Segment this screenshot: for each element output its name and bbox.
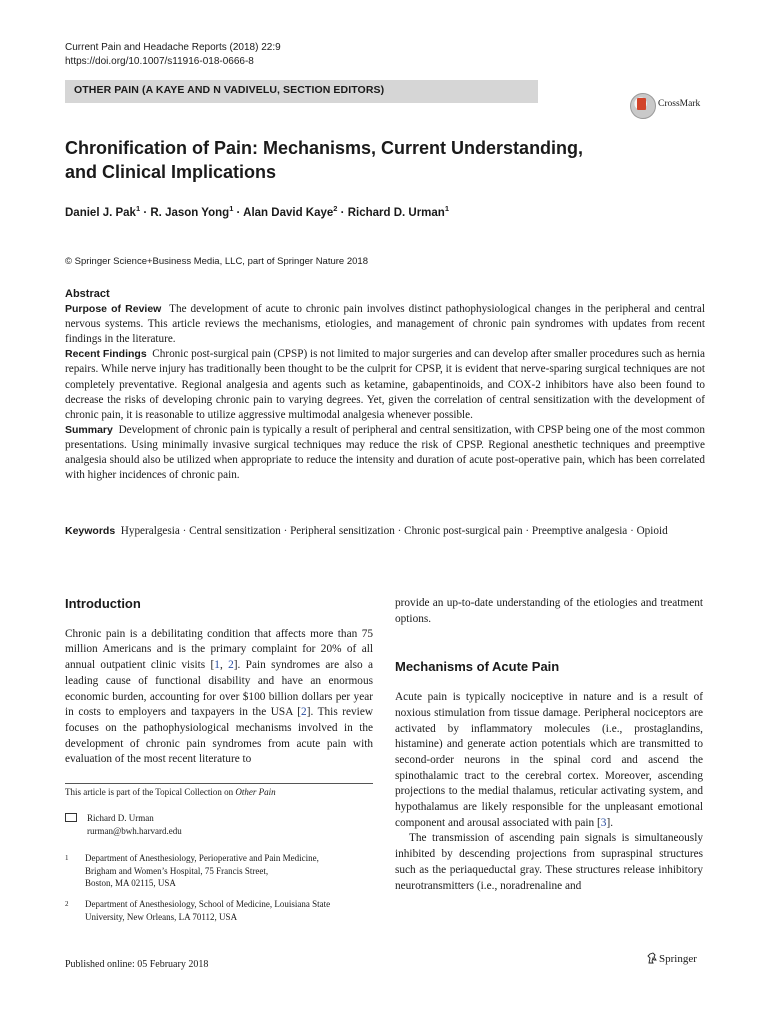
collection-name: Other Pain (235, 787, 276, 797)
title-line-2: and Clinical Implications (65, 162, 277, 182)
citation-link[interactable]: 2 (301, 706, 307, 719)
author-name[interactable]: Daniel J. Pak (65, 206, 136, 219)
author-affil-sup: 2 (333, 204, 338, 213)
affiliation-line: Department of Anesthesiology, School of Medicine, Louisiana State (85, 899, 331, 909)
contact-email[interactable]: rurman@bwh.harvard.edu (87, 825, 182, 836)
affiliation-line: Department of Anesthesiology, Perioperative and Pain Medicine, (85, 853, 319, 863)
section-label: OTHER PAIN (A KAYE AND N VADIVELU, SECTION EDITORS) (74, 84, 385, 96)
title-line-1: Chronification of Pain: Mechanisms, Current Understanding, (65, 138, 584, 158)
abstract-heading: Abstract (65, 288, 110, 300)
left-column (65, 596, 373, 768)
intro-text: Chronic pain is a debilitating condition that affects more than 75 million Americans and is the primary complaint for 20% of all annual outpatient clinic visits [ (65, 627, 373, 672)
findings-text: Chronic post-surgical pain (CPSP) is not limited to major surgeries and can develop after smaller procedures such as hernia repairs. While nerve injury has traditionally been thought to be the culprit for CPSP, it is evident that nerve-sparing surgical techniques are not completely preventative. Regional analgesia and agents such as ketamine, gabapentinoids, and COX-2 inhibitors have also been found to decrease the risks of developing chronic pain to varying degrees. Yet, given the correlation of central sensitization with the development of chronic pain, it is reasonable to utilize aggressive multimodal analgesia whenever possible. (65, 348, 705, 421)
springer-label: Springer (659, 953, 697, 965)
section-banner (65, 80, 538, 103)
affiliation-1 (65, 852, 375, 890)
contact-name: Richard D. Urman (87, 813, 154, 823)
crossmark-flag-icon (637, 98, 646, 110)
acute-pain-heading: Mechanisms of Acute Pain (395, 659, 560, 675)
findings-label: Recent Findings (65, 348, 147, 361)
affiliation-line: University, New Orleans, LA 70112, USA (85, 911, 238, 922)
author-list (65, 204, 449, 219)
copyright-notice: © Springer Science+Business Media, LLC, part of Springer Nature 2018 (65, 256, 368, 267)
introduction-heading: Introduction (65, 596, 141, 611)
intro-continuation: provide an up-to-date understanding of the etiologies and treatment options. (395, 597, 703, 625)
affiliation-line: Boston, MA 02115, USA (85, 878, 176, 888)
keywords-text: Hyperalgesia · Central sensitization · Peripheral sensitization · Chronic post-surgical pain · Preemptive analgesia · Opioid (120, 525, 668, 537)
summary-label: Summary (65, 423, 113, 436)
purpose-label: Purpose of Review (65, 303, 162, 316)
affiliation-number: 2 (65, 900, 69, 908)
summary-text: Development of chronic pain is typically a result of peripheral and central sensitization, with CPSP being one of the most common presentations. Using minimally invasive surgical techniques may reduce the risk of CPSP. Regional anesthetic techniques and preemptive analgesia should also be utilized when appropriate to reduce the intensity and duration of acute post-operative pain, which has been correlated with higher incidences of chronic pain. (65, 423, 705, 482)
acute-pain-text: ]. (606, 816, 614, 829)
acute-pain-text: Acute pain is typically nociceptive in nature and is a result of noxious stimulation from tissue damage. Peripheral nociceptors are activated by inflammatory molecules (i.e., prostaglandins, histamine) and generate action potentials which are transmitted to second-order neurons in the spinal cord and ascend the spinothalamic tract to the cerebral cortex. Moreover, ascending projections to the medial thalamus, reticular activating system, and hypothalamus are likely responsible for the unpleasant emotional component and arousal associated with pain [ (395, 691, 703, 829)
author-separator: · (233, 206, 244, 219)
collection-note (65, 783, 373, 797)
introduction-paragraph (65, 627, 373, 768)
intro-text: ]. Pain syndromes are also a leading cause of functional disability and have an enormous economic burden, accounting for over $100 billion dollars per year in costs to employers and taxpayers in the USA [ (65, 659, 373, 719)
doi-link[interactable]: https://doi.org/10.1007/s11916-018-0666-8 (65, 56, 254, 67)
citation-separator: , (219, 659, 229, 672)
corresponding-author (65, 812, 182, 837)
abstract-summary (65, 423, 705, 483)
author-affil-sup: 1 (135, 204, 141, 213)
envelope-icon (65, 813, 77, 822)
author-name[interactable]: Richard D. Urman (347, 206, 445, 219)
affiliation-number: 1 (65, 854, 69, 862)
citation-link[interactable]: 1 (214, 659, 220, 672)
springer-horse-icon (647, 952, 657, 964)
right-column (395, 596, 703, 894)
crossmark-badge[interactable] (630, 93, 710, 121)
journal-citation: Current Pain and Headache Reports (2018) 22:9 (65, 42, 281, 53)
keywords-section (65, 524, 705, 539)
springer-logo (647, 952, 697, 965)
acute-pain-paragraph-2: The transmission of ascending pain signals is simultaneously inhibited by descending projections from supraspinal structures such as the periaqueductal gray. These structures release inhibitory neurotransmitters (i.e., noradrenaline and (395, 832, 703, 892)
citation-link[interactable]: 3 (600, 816, 607, 829)
abstract-purpose (65, 302, 705, 347)
affiliation-2 (65, 898, 375, 923)
published-date: Published online: 05 February 2018 (65, 959, 209, 970)
author-name[interactable]: R. Jason Yong (150, 206, 230, 219)
keywords-label: Keywords (65, 525, 116, 537)
author-separator: · (140, 206, 151, 219)
abstract-findings (65, 347, 705, 422)
collection-note-text: This article is part of the Topical Collection on (65, 787, 236, 797)
author-affil-sup: 1 (444, 204, 449, 213)
acute-pain-paragraph-1 (395, 690, 703, 831)
author-name[interactable]: Alan David Kaye (243, 206, 334, 219)
abstract-section (65, 287, 705, 483)
author-separator: · (337, 206, 348, 219)
intro-text: ]. This review focuses on the pathophysiological mechanisms involved in the development of chronic pain syndromes from acute pain with evaluation of the most recent literature to (65, 706, 373, 766)
purpose-text: The development of acute to chronic pain involves distinct pathophysiological changes in the peripheral and central nervous systems. This article reviews the mechanisms, etiologies, and management of chronic pain syndromes with updates from recent findings in the literature. (65, 303, 705, 346)
author-affil-sup: 1 (229, 204, 234, 213)
article-title (65, 136, 625, 184)
citation-link[interactable]: 2 (228, 659, 234, 672)
affiliation-line: Brigham and Women’s Hospital, 75 Francis Street, (85, 865, 269, 876)
crossmark-label: CrossMark (658, 99, 701, 109)
